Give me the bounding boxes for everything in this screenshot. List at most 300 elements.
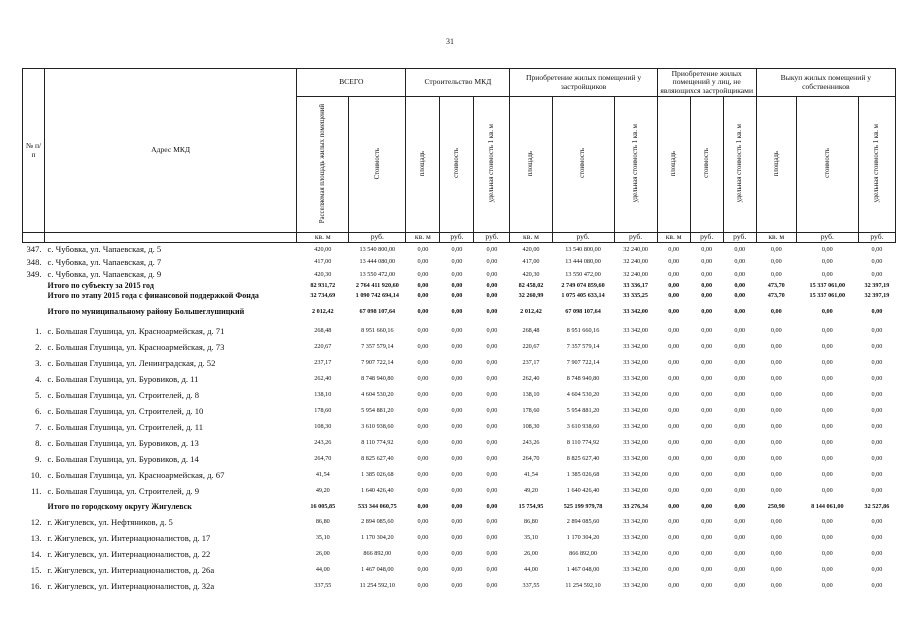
value-cell: 1 170 304,20 [361, 534, 394, 542]
value-cell: 33 342,00 [623, 487, 648, 495]
value-cell: 0,00 [770, 359, 782, 367]
table-row [23, 530, 896, 546]
value-cell: 0,00 [821, 375, 833, 383]
value-cell: 0,00 [451, 487, 463, 495]
value-cell: 0,00 [668, 270, 680, 278]
total-label: Итого по городскому округу Жигулевск [47, 501, 192, 511]
value-cell: 1 075 405 633,14 [561, 292, 605, 300]
value-cell: 0,00 [486, 407, 498, 415]
row-number: 13. [30, 532, 42, 543]
table-row [23, 339, 896, 355]
value-cell: 33 342,00 [623, 534, 648, 542]
value-cell: 86,80 [315, 518, 330, 526]
value-cell: 1 170 304,20 [566, 534, 600, 542]
value-cell: 1 467 048,00 [361, 566, 394, 574]
value-cell: 0,00 [821, 550, 833, 558]
value-cell: 0,00 [486, 439, 498, 447]
value-cell: 0,00 [734, 327, 746, 335]
value-cell: 0,00 [486, 534, 498, 542]
table-body [23, 243, 896, 594]
row-address: с. Большая Глушица, ул. Буровиков, д. 14 [47, 453, 199, 464]
value-cell: 0,00 [668, 518, 680, 526]
table-row [23, 451, 896, 467]
value-cell: 0,00 [871, 566, 883, 574]
value-cell: 1 090 742 694,14 [355, 292, 399, 300]
row-address: с. Большая Глушица, ул. Строителей, д. 9 [47, 485, 200, 496]
row-address: с. Большая Глушица, ул. Буровиков, д. 13 [47, 437, 199, 448]
value-cell: 0,00 [821, 534, 833, 542]
value-cell: 0,00 [417, 534, 429, 542]
value-cell: 0,00 [734, 292, 746, 300]
value-cell: 0,00 [451, 375, 463, 383]
value-cell: 33 336,17 [623, 282, 648, 290]
value-cell: 0,00 [734, 359, 746, 367]
row-number: 348. [26, 256, 42, 267]
value-cell: 0,00 [668, 245, 680, 253]
value-cell: 0,00 [770, 582, 782, 590]
value-cell: 0,00 [486, 308, 498, 316]
value-cell: 533 344 060,75 [358, 502, 397, 510]
value-cell: 0,00 [871, 455, 883, 463]
value-cell: 8 748 940,80 [361, 375, 394, 383]
value-cell: 420,00 [314, 245, 332, 253]
value-cell: 86,80 [524, 518, 538, 526]
value-cell: 0,00 [701, 518, 713, 526]
row-number: 7. [35, 421, 42, 432]
value-cell: 0,00 [701, 439, 713, 447]
value-cell: 178,60 [522, 407, 540, 415]
value-cell: 866 892,00 [363, 550, 392, 558]
value-cell: 33 276,34 [623, 502, 648, 510]
value-cell: 0,00 [701, 471, 713, 479]
total-row [23, 499, 896, 514]
value-cell: 0,00 [701, 566, 713, 574]
value-cell: 0,00 [701, 487, 713, 495]
value-cell: 0,00 [417, 407, 429, 415]
value-cell: 0,00 [734, 518, 746, 526]
unit-cell: руб. [440, 233, 474, 243]
value-cell: 5 954 881,20 [361, 407, 394, 415]
value-cell: 0,00 [486, 245, 498, 253]
value-cell: 0,00 [871, 407, 883, 415]
value-cell: 0,00 [668, 343, 680, 351]
value-cell: 0,00 [871, 359, 883, 367]
row-number: 8. [35, 437, 42, 448]
value-cell: 4 604 530,20 [566, 391, 600, 399]
value-cell: 0,00 [417, 455, 429, 463]
value-cell: 0,00 [668, 359, 680, 367]
value-cell: 0,00 [871, 518, 883, 526]
value-cell: 0,00 [734, 245, 746, 253]
value-cell: 0,00 [668, 550, 680, 558]
value-cell: 0,00 [486, 487, 498, 495]
header-unit-cost: удельная стоимость 1 кв. м [723, 97, 756, 233]
value-cell: 13 540 800,00 [359, 245, 396, 253]
unit-cell: руб. [474, 233, 510, 243]
value-cell: 0,00 [486, 423, 498, 431]
value-cell: 0,00 [417, 471, 429, 479]
row-number [23, 291, 45, 301]
value-cell: 0,00 [701, 407, 713, 415]
value-cell: 0,00 [486, 282, 498, 290]
unit-cell: кв. м [657, 233, 690, 243]
value-cell: 0,00 [770, 391, 782, 399]
table-row [23, 562, 896, 578]
value-cell: 420,30 [314, 270, 332, 278]
value-cell: 0,00 [734, 534, 746, 542]
value-cell: 8 825 627,40 [566, 455, 600, 463]
value-cell: 0,00 [734, 502, 746, 510]
row-number: 347. [26, 244, 42, 255]
value-cell: 0,00 [486, 518, 498, 526]
header-group-total: ВСЕГО [297, 69, 406, 97]
value-cell: 0,00 [701, 270, 713, 278]
header-group-buyout-owners: Выкуп жилых помещений у собственников [756, 69, 895, 97]
value-cell: 11 254 592,10 [359, 582, 396, 590]
value-cell: 44,00 [524, 566, 538, 574]
unit-blank [23, 233, 45, 243]
value-cell: 0,00 [451, 502, 463, 510]
value-cell: 0,00 [451, 270, 463, 278]
value-cell: 8 951 660,16 [361, 327, 394, 335]
value-cell: 0,00 [486, 566, 498, 574]
value-cell: 13 444 080,00 [565, 258, 601, 266]
value-cell: 0,00 [770, 534, 782, 542]
value-cell: 0,00 [701, 292, 713, 300]
row-number: 14. [30, 548, 42, 559]
value-cell: 0,00 [770, 258, 782, 266]
value-cell: 525 199 979,78 [563, 502, 603, 510]
value-cell: 0,00 [668, 534, 680, 542]
value-cell: 0,00 [451, 582, 463, 590]
value-cell: 0,00 [417, 391, 429, 399]
value-cell: 13 540 800,00 [565, 245, 601, 253]
value-cell: 0,00 [417, 359, 429, 367]
value-cell: 1 385 026,68 [566, 471, 600, 479]
value-cell: 237,17 [522, 359, 540, 367]
table-row [23, 355, 896, 371]
header-group-purchase-non-developer: Приобретение жилых помещений у лиц, не являющихся застройщиками [657, 69, 756, 97]
value-cell: 0,00 [451, 308, 463, 316]
unit-cell: руб. [552, 233, 614, 243]
value-cell: 337,55 [314, 582, 332, 590]
value-cell: 0,00 [770, 439, 782, 447]
value-cell: 0,00 [734, 582, 746, 590]
value-cell: 0,00 [701, 308, 713, 316]
value-cell: 32 397,19 [864, 282, 890, 290]
value-cell: 0,00 [417, 487, 429, 495]
value-cell: 0,00 [451, 439, 463, 447]
value-cell: 0,00 [701, 550, 713, 558]
row-address: г. Жигулевск, ул. Интернационалистов, д. 32а [47, 580, 215, 591]
table-row [23, 387, 896, 403]
value-cell: 0,00 [770, 518, 782, 526]
unit-cell: кв. м [406, 233, 440, 243]
value-cell: 0,00 [451, 327, 463, 335]
value-cell: 268,48 [314, 327, 332, 335]
value-cell: 0,00 [821, 327, 833, 335]
value-cell: 35,10 [524, 534, 538, 542]
value-cell: 32 734,69 [310, 292, 336, 300]
value-cell: 26,00 [315, 550, 330, 558]
row-address: с. Большая Глушица, ул. Буровиков, д. 11 [47, 373, 199, 384]
header-unit-cost: удельная стоимость 1 кв. м [614, 97, 657, 233]
row-address: с. Большая Глушица, ул. Строителей, д. 8 [47, 389, 200, 400]
value-cell: 13 550 472,00 [565, 270, 601, 278]
value-cell: 264,70 [314, 455, 332, 463]
value-cell: 0,00 [417, 327, 429, 335]
value-cell: 0,00 [770, 245, 782, 253]
row-address: г. Жигулевск, ул. Нефтяников, д. 5 [47, 516, 173, 527]
page-number: 31 [446, 37, 454, 46]
value-cell: 0,00 [871, 487, 883, 495]
value-cell: 417,00 [314, 258, 332, 266]
value-cell: 33 342,00 [623, 359, 648, 367]
value-cell: 473,70 [767, 292, 785, 300]
header-cost: стоимость [796, 97, 858, 233]
value-cell: 3 610 938,60 [361, 423, 394, 431]
value-cell: 0,00 [451, 423, 463, 431]
value-cell: 0,00 [734, 282, 746, 290]
row-number [23, 499, 45, 514]
value-cell: 0,00 [451, 550, 463, 558]
value-cell: 33 342,00 [623, 566, 648, 574]
value-cell: 7 357 579,14 [566, 343, 600, 351]
table-row [23, 243, 896, 256]
value-cell: 138,10 [314, 391, 332, 399]
value-cell: 0,00 [871, 423, 883, 431]
table-row [23, 323, 896, 339]
header-area: площадь [406, 97, 440, 233]
value-cell: 0,00 [668, 566, 680, 574]
value-cell: 49,20 [315, 487, 330, 495]
value-cell: 0,00 [668, 407, 680, 415]
value-cell: 0,00 [486, 375, 498, 383]
row-number: 5. [35, 389, 42, 400]
value-cell: 41,54 [315, 471, 330, 479]
value-cell: 237,17 [314, 359, 332, 367]
value-cell: 33 342,00 [623, 391, 648, 399]
value-cell: 33 342,00 [623, 308, 648, 316]
header-group-purchase-developer: Приобретение жилых помещений у застройщиков [510, 69, 657, 97]
value-cell: 0,00 [417, 582, 429, 590]
value-cell: 243,26 [522, 439, 540, 447]
value-cell: 0,00 [734, 550, 746, 558]
value-cell: 0,00 [821, 566, 833, 574]
value-cell: 0,00 [871, 471, 883, 479]
value-cell: 0,00 [770, 471, 782, 479]
header-group-row [23, 69, 896, 97]
value-cell: 0,00 [701, 423, 713, 431]
table-row [23, 435, 896, 451]
value-cell: 1 640 426,40 [361, 487, 394, 495]
value-cell: 0,00 [871, 245, 883, 253]
value-cell: 0,00 [821, 391, 833, 399]
total-row [23, 281, 896, 291]
value-cell: 8 110 774,92 [566, 439, 600, 447]
value-cell: 2 894 085,60 [361, 518, 394, 526]
value-cell: 13 550 472,00 [359, 270, 396, 278]
value-cell: 0,00 [770, 455, 782, 463]
value-cell: 32 260,99 [518, 292, 544, 300]
value-cell: 0,00 [417, 343, 429, 351]
value-cell: 1 640 426,40 [566, 487, 600, 495]
row-number: 12. [30, 516, 42, 527]
value-cell: 0,00 [871, 375, 883, 383]
total-label: Итого по этапу 2015 года с финансовой поддержкой Фонда [47, 291, 259, 301]
header-unit-cost: удельная стоимость 1 кв. м [858, 97, 895, 233]
unit-cell: руб. [690, 233, 723, 243]
value-cell: 0,00 [871, 439, 883, 447]
header-cost: стоимость [552, 97, 614, 233]
value-cell: 0,00 [821, 359, 833, 367]
table-row [23, 483, 896, 499]
value-cell: 0,00 [871, 550, 883, 558]
value-cell: 0,00 [417, 423, 429, 431]
value-cell: 262,40 [522, 375, 540, 383]
total-label: Итого по муниципальному району Большеглушицкий [47, 307, 245, 317]
value-cell: 33 342,00 [623, 518, 648, 526]
value-cell: 8 144 061,00 [811, 502, 844, 510]
value-cell: 8 110 774,92 [361, 439, 394, 447]
value-cell: 0,00 [821, 258, 833, 266]
value-cell: 0,00 [770, 550, 782, 558]
header-address: Адрес МКД [45, 69, 297, 233]
header-num: № п/п [23, 69, 45, 233]
value-cell: 33 342,00 [623, 471, 648, 479]
value-cell: 0,00 [734, 471, 746, 479]
value-cell: 0,00 [701, 582, 713, 590]
header-resettled-area: Расселяемая площадь жилых помещений [297, 97, 349, 233]
value-cell: 0,00 [668, 455, 680, 463]
value-cell: 0,00 [734, 439, 746, 447]
value-cell: 0,00 [821, 471, 833, 479]
row-address: с. Большая Глушица, ул. Строителей, д. 11 [47, 421, 204, 432]
table-row [23, 546, 896, 562]
value-cell: 262,40 [314, 375, 332, 383]
value-cell: 0,00 [770, 566, 782, 574]
row-number: 15. [30, 564, 42, 575]
row-number: 11. [31, 485, 42, 496]
header-area: площадь [756, 97, 796, 233]
value-cell: 0,00 [770, 375, 782, 383]
value-cell: 0,00 [668, 391, 680, 399]
value-cell: 0,00 [417, 439, 429, 447]
value-cell: 0,00 [668, 375, 680, 383]
header-area: площадь [657, 97, 690, 233]
unit-cell: кв. м [510, 233, 552, 243]
value-cell: 82 458,02 [518, 282, 544, 290]
value-cell: 0,00 [734, 407, 746, 415]
value-cell: 67 098 107,64 [359, 308, 396, 316]
value-cell: 0,00 [451, 258, 463, 266]
value-cell: 0,00 [821, 245, 833, 253]
row-address: с. Чубовка, ул. Чапаевская, д. 7 [47, 256, 162, 267]
row-number: 4. [35, 373, 42, 384]
value-cell: 0,00 [451, 407, 463, 415]
value-cell: 0,00 [668, 292, 680, 300]
value-cell: 11 254 592,10 [565, 582, 601, 590]
value-cell: 0,00 [701, 245, 713, 253]
row-number: 9. [35, 453, 42, 464]
value-cell: 0,00 [668, 423, 680, 431]
row-number: 16. [30, 580, 42, 591]
value-cell: 0,00 [486, 455, 498, 463]
value-cell: 0,00 [871, 270, 883, 278]
value-cell: 1 385 026,68 [361, 471, 394, 479]
value-cell: 178,60 [314, 407, 332, 415]
row-number: 6. [35, 405, 42, 416]
value-cell: 0,00 [734, 375, 746, 383]
value-cell: 0,00 [821, 343, 833, 351]
unit-cell: руб. [349, 233, 406, 243]
value-cell: 0,00 [486, 550, 498, 558]
value-cell: 0,00 [417, 245, 429, 253]
value-cell: 33 342,00 [623, 327, 648, 335]
value-cell: 0,00 [668, 582, 680, 590]
value-cell: 0,00 [770, 308, 782, 316]
value-cell: 0,00 [668, 308, 680, 316]
value-cell: 33 335,25 [623, 292, 648, 300]
table-row [23, 467, 896, 483]
value-cell: 420,30 [522, 270, 540, 278]
unit-cell: кв. м [756, 233, 796, 243]
value-cell: 0,00 [417, 502, 429, 510]
row-number: 2. [35, 341, 42, 352]
value-cell: 67 098 107,64 [565, 308, 601, 316]
value-cell: 0,00 [451, 455, 463, 463]
value-cell: 33 342,00 [623, 375, 648, 383]
value-cell: 0,00 [734, 258, 746, 266]
value-cell: 44,00 [315, 566, 330, 574]
value-cell: 0,00 [871, 308, 883, 316]
value-cell: 0,00 [871, 258, 883, 266]
value-cell: 0,00 [451, 282, 463, 290]
value-cell: 0,00 [871, 582, 883, 590]
value-cell: 0,00 [451, 471, 463, 479]
value-cell: 0,00 [734, 423, 746, 431]
value-cell: 0,00 [451, 343, 463, 351]
table-row [23, 403, 896, 419]
value-cell: 0,00 [701, 391, 713, 399]
value-cell: 0,00 [451, 391, 463, 399]
value-cell: 0,00 [451, 518, 463, 526]
value-cell: 0,00 [486, 292, 498, 300]
row-number: 349. [26, 269, 42, 280]
header-total-cost: Стоимость [349, 97, 406, 233]
unit-cell: кв. м [297, 233, 349, 243]
row-address: г. Жигулевск, ул. Интернационалистов, д. 17 [47, 532, 211, 543]
value-cell: 0,00 [871, 327, 883, 335]
value-cell: 0,00 [417, 270, 429, 278]
value-cell: 0,00 [821, 455, 833, 463]
value-cell: 0,00 [734, 487, 746, 495]
value-cell: 243,26 [314, 439, 332, 447]
value-cell: 33 342,00 [623, 343, 648, 351]
value-cell: 0,00 [451, 359, 463, 367]
value-cell: 8 951 660,16 [566, 327, 600, 335]
table-row [23, 514, 896, 530]
value-cell: 0,00 [821, 407, 833, 415]
value-cell: 41,54 [524, 471, 538, 479]
value-cell: 0,00 [417, 308, 429, 316]
row-number [23, 281, 45, 291]
value-cell: 0,00 [701, 375, 713, 383]
value-cell: 2 764 411 920,60 [355, 282, 399, 290]
row-address: с. Большая Глушица, ул. Ленинградская, д. 52 [47, 357, 216, 368]
row-number: 10. [30, 469, 42, 480]
unit-cell: руб. [796, 233, 858, 243]
